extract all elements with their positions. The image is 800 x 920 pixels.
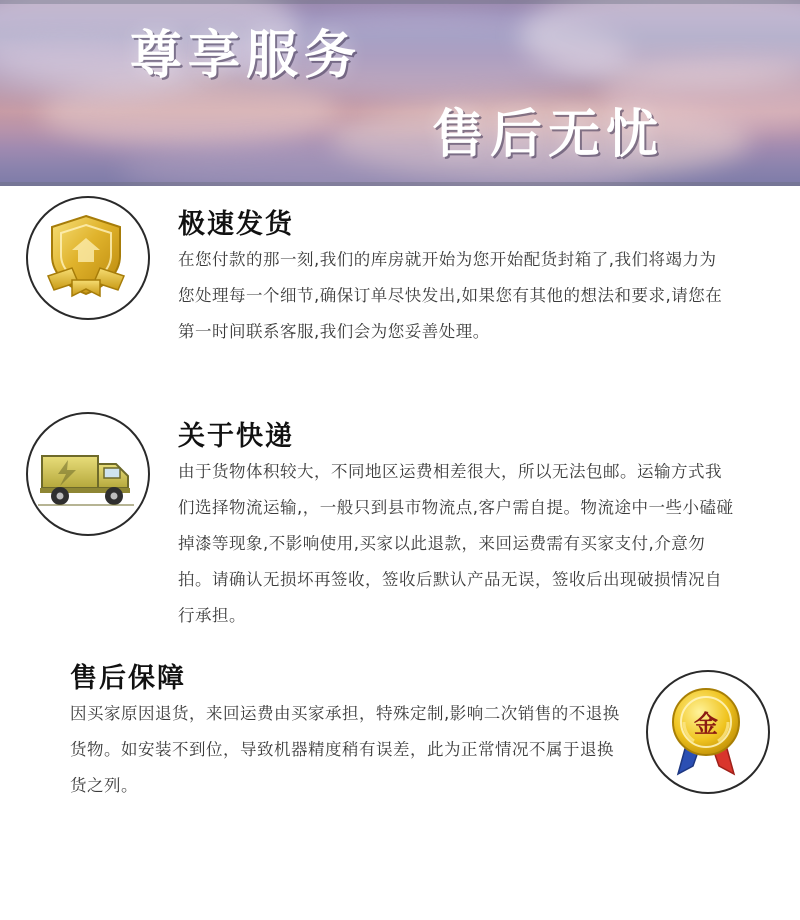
shield-ribbon-icon bbox=[26, 196, 150, 320]
banner-title-line1: 尊享服务 bbox=[130, 26, 363, 86]
delivery-truck-icon bbox=[26, 412, 150, 536]
gold-medal-icon bbox=[646, 670, 770, 794]
section-aftersale bbox=[0, 650, 800, 840]
section-body-aftersale: 因买家原因退货，来回运费由买家承担，特殊定制,影响二次销售的不退换货物。如安装不到位，导致机器精度稍有误差，此为正常情况不属于退换货之列。 bbox=[70, 704, 620, 795]
section-express bbox=[0, 402, 800, 650]
medal-character: 金 bbox=[694, 710, 718, 738]
section-shipping bbox=[0, 186, 800, 402]
section-title-express: 关于快递 bbox=[178, 421, 294, 452]
hero-banner bbox=[0, 0, 800, 186]
section-body-shipping: 在您付款的那一刻,我们的库房就开始为您开始配货封箱了,我们将竭力为您处理每一个细节,确保订单尽快发出,如果您有其他的想法和要求,请您在第一时间联系客服,我们会为您妥善处理。 bbox=[178, 250, 723, 341]
banner-title-line2: 售后无忧 bbox=[432, 105, 665, 165]
banner-top-rule bbox=[0, 0, 800, 4]
section-title-shipping: 极速发货 bbox=[178, 209, 294, 240]
section-body-express: 由于货物体积较大，不同地区运费相差很大，所以无法包邮。运输方式我们选择物流运输,，一般只到县市物流点,客户需自提。物流途中一些小磕碰掉漆等现象,不影响使用,买家以此退款，来回运费需有买家支付,介意勿拍。请确认无损坏再签收，签收后默认产品无误，签收后出现破损情况自行承担。 bbox=[178, 462, 734, 625]
section-title-aftersale: 售后保障 bbox=[70, 663, 186, 694]
